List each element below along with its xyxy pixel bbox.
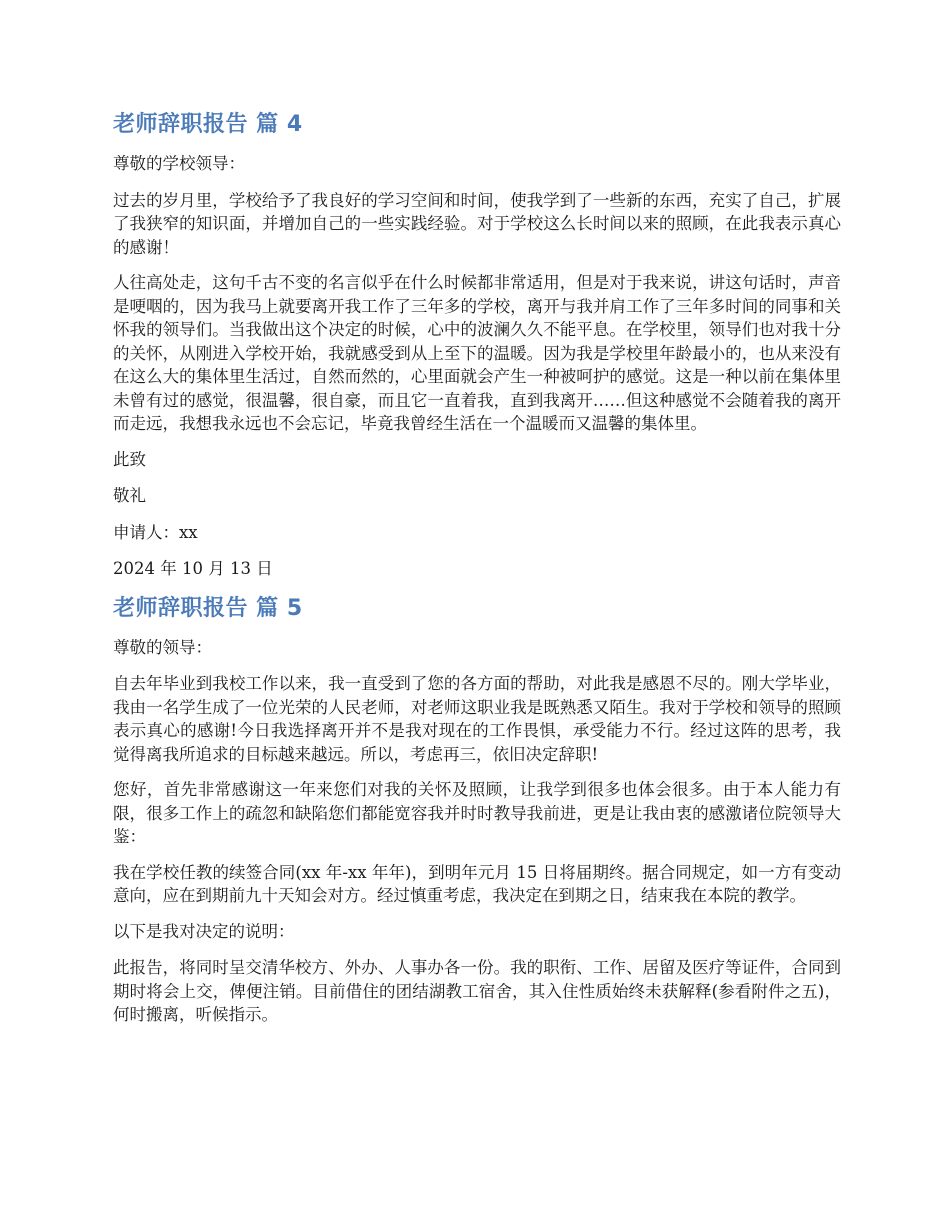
report-section-4 bbox=[113, 110, 841, 581]
salutation: 尊敬的学校领导： bbox=[113, 154, 245, 173]
date-line: 2024 年 10 月 13 日 bbox=[113, 559, 273, 578]
report-section-5 bbox=[113, 594, 841, 1027]
body-paragraph: 您好，首先非常感谢这一年来您们对我的关怀及照顾，让我学到很多也体会很多。由于本人能力有限，很多工作上的疏忽和缺陷您们都能宽容我并时时教导我前进，更是让我由衷的感激诸位院领导大鉴： bbox=[113, 780, 841, 846]
body-paragraph: 自去年毕业到我校工作以来，我一直受到了您的各方面的帮助，对此我是感恩不尽的。刚大学毕业，我由一名学生成了一位光荣的人民老师，对老师这职业我是既熟悉又陌生。我对于学校和领导的照顾表示真心的感谢!今日我选择离开并不是我对现在的工作畏惧，承受能力不行。经过这阵的思考，我觉得离我所追求的目标越来越远。所以，考虑再三，依旧决定辞职! bbox=[113, 674, 841, 764]
document-page bbox=[113, 110, 841, 1039]
body-paragraph: 过去的岁月里，学校给予了我良好的学习空间和时间，使我学到了一些新的东西，充实了自己，扩展了我狭窄的知识面，并增加自己的一些实践经验。对于学校这么长时间以来的照顾，在此我表示真心的感谢！ bbox=[113, 190, 841, 257]
body-paragraph: 以下是我对决定的说明： bbox=[113, 921, 295, 941]
applicant-line: 申请人：xx bbox=[113, 522, 198, 542]
section-title: 老师辞职报告 篇 4 bbox=[113, 112, 303, 137]
body-paragraph: 此报告，将同时呈交清华校方、外办、人事办各一份。我的职衔、工作、居留及医疗等证件，合同到期时将会上交，俾便注销。目前借住的团结湖教工宿舍，其入住性质始终未获解释(参看附件之五)，何时搬离，听候指示。 bbox=[113, 958, 841, 1024]
closing-line: 此致 bbox=[113, 449, 146, 469]
section-title: 老师辞职报告 篇 5 bbox=[113, 595, 303, 621]
body-paragraph: 人往高处走，这句千古不变的名言似乎在什么时候都非常适用，但是对于我来说，讲这句话时，声音是哽咽的，因为我马上就要离开我工作了三年多的学校，离开与我并肩工作了三年多时间的同事和关怀我的领导们。当我做出这个决定的时候，心中的波澜久久不能平息。在学校里，领导们也对我十分的关怀，从刚进入学校开始，我就感受到从上至下的温暖。因为我是学校里年龄最小的，也从来没有在这么大的集体里生活过，自然而然的，心里面就会产生一种被呵护的感觉。这是一种以前在集体里未曾有过的感觉，很温馨，很自豪，而且它一直着我，直到我离开……但这种感觉不会随着我的离开而走远，我想我永远也不会忘记，毕竟我曾经生活在一个温暖而又温馨的集体里。 bbox=[113, 273, 841, 433]
body-paragraph: 我在学校任教的续签合同(xx 年-xx 年年)，到明年元月 15 日将届期终。据合同规定，如一方有变动意向，应在到期前九十天知会对方。经过慎重考虑，我决定在到期之日，结束我在本院的教学。 bbox=[113, 862, 841, 905]
salutation: 尊敬的领导： bbox=[113, 637, 212, 657]
closing-regards: 敬礼 bbox=[113, 486, 146, 505]
